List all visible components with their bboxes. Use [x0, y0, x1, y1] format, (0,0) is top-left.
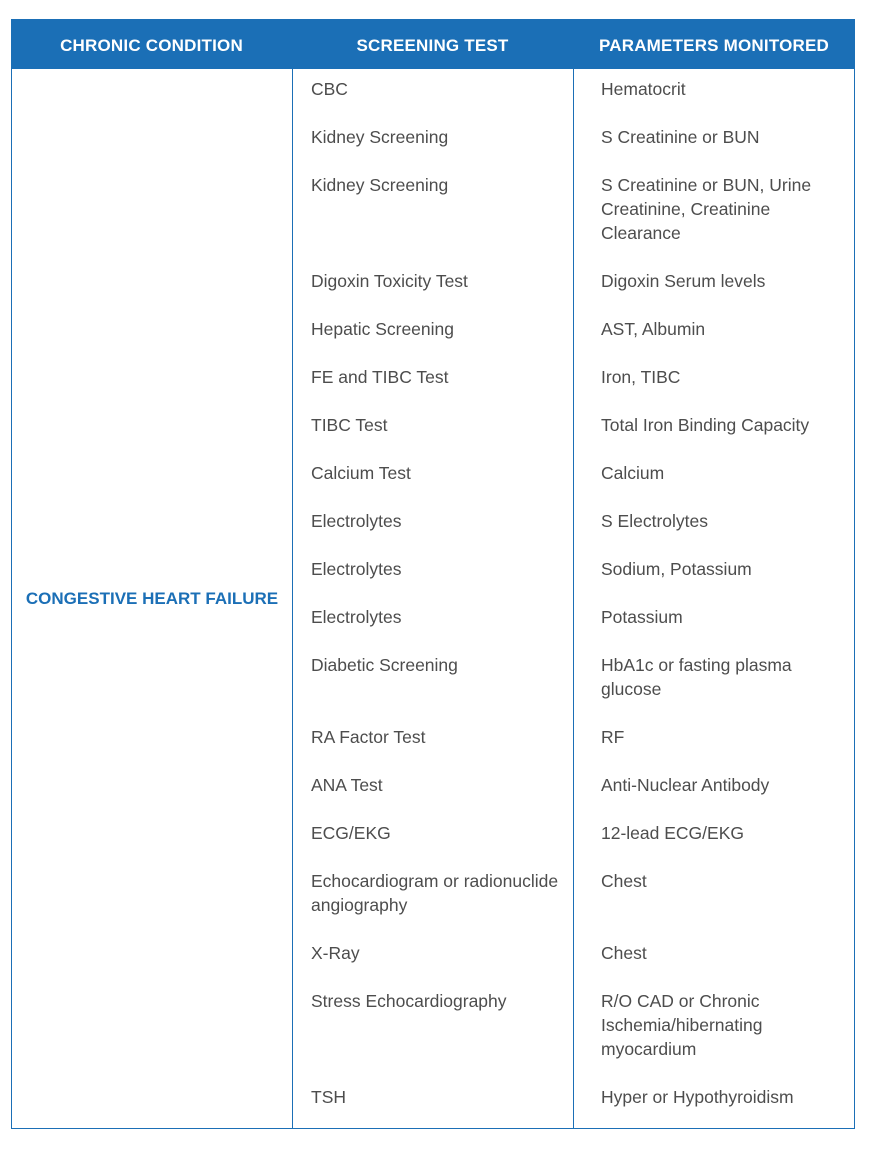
parameters-monitored-cell: Hyper or Hypothyroidism: [601, 1087, 794, 1107]
header-screening-test: SCREENING TEST: [356, 36, 509, 55]
parameters-monitored-cell: S Creatinine or BUN, Urine Creatinine, Creatinine Clearance: [601, 175, 812, 243]
parameters-monitored-cell: AST, Albumin: [601, 319, 706, 339]
screening-test-cell: Kidney Screening: [311, 175, 449, 195]
table-header: [11, 19, 855, 69]
screening-test-cell: TSH: [311, 1087, 346, 1107]
parameters-monitored-cell: Sodium, Potassium: [601, 559, 752, 579]
parameters-monitored-cell: Chest: [601, 871, 647, 891]
screening-test-cell: Stress Echocardiography: [311, 991, 507, 1011]
screening-test-cell: Electrolytes: [311, 607, 402, 627]
screening-test-column: [293, 69, 574, 1128]
parameters-monitored-cell: Anti-Nuclear Antibody: [601, 775, 770, 795]
screening-test-cell: ANA Test: [311, 775, 383, 795]
screening-test-cell: Echocardiogram or radionuclide angiography: [311, 871, 559, 915]
screening-table: [11, 19, 855, 1129]
screening-test-cell: Electrolytes: [311, 511, 402, 531]
screening-test-cell: CBC: [311, 79, 348, 99]
screening-test-cell: Electrolytes: [311, 559, 402, 579]
screening-test-cell: Diabetic Screening: [311, 655, 458, 675]
parameters-monitored-cell: Calcium: [601, 463, 665, 483]
screening-test-cell: Calcium Test: [311, 463, 411, 483]
parameters-monitored-cell: Chest: [601, 943, 647, 963]
condition-column: [12, 69, 293, 1128]
screening-test-cell: RA Factor Test: [311, 727, 426, 747]
parameters-monitored-cell: R/O CAD or Chronic Ischemia/hibernating myocardium: [601, 991, 763, 1059]
parameters-monitored-cell: Digoxin Serum levels: [601, 271, 766, 291]
parameters-monitored-cell: Potassium: [601, 607, 683, 627]
parameters-monitored-cell: HbA1c or fasting plasma glucose: [601, 655, 792, 699]
screening-test-cell: Digoxin Toxicity Test: [311, 271, 468, 291]
parameters-monitored-cell: S Creatinine or BUN: [601, 127, 760, 147]
parameters-monitored-cell: 12-lead ECG/EKG: [601, 823, 744, 843]
screening-test-cell: X-Ray: [311, 943, 360, 963]
screening-test-cell: Kidney Screening: [311, 127, 449, 147]
table-body: [11, 69, 855, 1129]
parameters-monitored-cell: Iron, TIBC: [601, 367, 681, 387]
screening-test-cell: FE and TIBC Test: [311, 367, 449, 387]
header-chronic-condition: CHRONIC CONDITION: [60, 36, 243, 55]
header-parameters-monitored: PARAMETERS MONITORED: [598, 36, 830, 55]
parameters-monitored-cell: RF: [601, 727, 625, 747]
parameters-monitored-cell: Hematocrit: [601, 79, 686, 99]
screening-test-cell: ECG/EKG: [311, 823, 391, 843]
parameters-monitored-cell: Total Iron Binding Capacity: [601, 415, 810, 435]
condition-label: CONGESTIVE HEART FAILURE: [25, 588, 279, 608]
screening-test-cell: TIBC Test: [311, 415, 388, 435]
parameters-column: [574, 69, 854, 1128]
screening-test-cell: Hepatic Screening: [311, 319, 454, 339]
parameters-monitored-cell: S Electrolytes: [601, 511, 708, 531]
